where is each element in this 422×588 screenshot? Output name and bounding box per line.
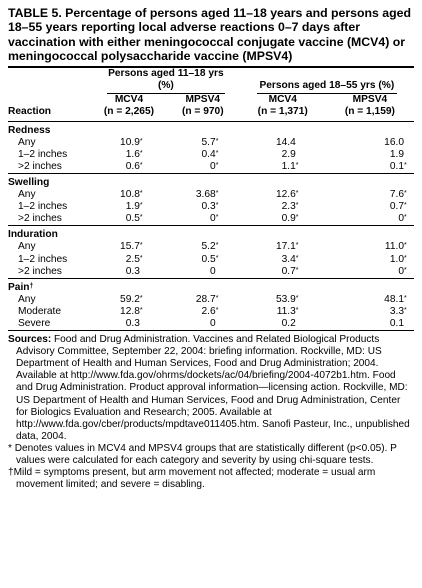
value-cell bbox=[92, 241, 166, 253]
value-number: 0.7 bbox=[281, 265, 296, 277]
significance-note bbox=[8, 443, 414, 467]
value-number: 1.9 bbox=[389, 148, 404, 160]
value-number: 0.5 bbox=[125, 213, 140, 225]
value-cell bbox=[166, 213, 240, 226]
significance-mark: * bbox=[139, 306, 143, 314]
value-cell bbox=[240, 201, 326, 213]
value-number: 1.1 bbox=[281, 160, 296, 172]
value-number: 0.1 bbox=[389, 317, 404, 329]
section-header-row bbox=[8, 279, 414, 294]
value-cell bbox=[326, 137, 414, 149]
value-cell bbox=[166, 254, 240, 266]
significance-mark: * bbox=[215, 137, 219, 145]
section-title bbox=[8, 279, 414, 294]
value-cell bbox=[92, 161, 166, 174]
value-number: 0 bbox=[398, 265, 404, 277]
col-n-2: (n = 970) bbox=[181, 106, 224, 118]
value-number: 28.7 bbox=[195, 293, 216, 305]
value-cell bbox=[92, 306, 166, 318]
value-number: 0 bbox=[210, 265, 216, 277]
row-label: Any bbox=[18, 241, 36, 253]
table-row bbox=[8, 254, 414, 266]
section-footnote-mark: † bbox=[29, 282, 34, 290]
value-number: 10.9 bbox=[120, 136, 140, 148]
significance-mark: * bbox=[295, 214, 299, 222]
significance-mark: * bbox=[139, 149, 143, 157]
value-cell bbox=[326, 318, 414, 330]
significance-mark: * bbox=[139, 190, 143, 198]
pain-definition-note bbox=[8, 467, 414, 491]
significance-text: Denotes values in MCV4 and MPSV4 groups that are statistically different (p<0.05). P values were calculated for each category and severity by using chi-square tests. bbox=[11, 442, 397, 466]
significance-mark: * bbox=[404, 202, 407, 210]
col-name-2: MPSV4 bbox=[185, 94, 221, 106]
row-label: 1–2 inches bbox=[18, 148, 68, 160]
col-n-4: (n = 1,159) bbox=[344, 106, 395, 118]
value-number: 0 bbox=[398, 213, 404, 225]
table-notes bbox=[8, 334, 414, 491]
value-number: 7.6 bbox=[389, 189, 404, 201]
row-label: Moderate bbox=[18, 305, 62, 317]
table-row bbox=[8, 201, 414, 213]
value-number: 11.0 bbox=[384, 241, 404, 253]
significance-mark: * bbox=[295, 202, 299, 210]
significance-mark: * bbox=[215, 214, 219, 222]
group-label-11-18: Persons aged 11–18 yrs (%) bbox=[107, 68, 225, 94]
value-number: 2.9 bbox=[281, 148, 296, 160]
value-number: 10.8 bbox=[120, 189, 140, 201]
reaction-column-header: Reaction bbox=[8, 106, 52, 118]
significance-mark: * bbox=[404, 242, 407, 250]
value-number: 0.3 bbox=[125, 265, 140, 277]
group-header-11-18 bbox=[92, 68, 240, 94]
section-title bbox=[8, 226, 414, 241]
significance-mark: * bbox=[215, 202, 219, 210]
table-row bbox=[8, 161, 414, 174]
value-number: 5.2 bbox=[201, 241, 216, 253]
col-n-1: (n = 2,265) bbox=[103, 106, 155, 118]
value-number: 12.8 bbox=[120, 305, 140, 317]
table-row bbox=[8, 306, 414, 318]
value-number: 15.7 bbox=[120, 241, 140, 253]
value-number: 48.1 bbox=[384, 293, 404, 305]
value-cell bbox=[240, 254, 326, 266]
significance-mark: * bbox=[215, 149, 219, 157]
significance-mark: * bbox=[139, 242, 143, 250]
value-cell bbox=[326, 266, 414, 279]
value-number: 2.6 bbox=[201, 305, 216, 317]
value-cell bbox=[166, 306, 240, 318]
significance-mark: * bbox=[295, 161, 299, 169]
significance-mark: * bbox=[295, 254, 299, 262]
row-label: Any bbox=[18, 293, 36, 305]
row-label: Severe bbox=[18, 317, 51, 329]
star-mark: * bbox=[8, 442, 12, 454]
significance-mark: * bbox=[295, 266, 299, 274]
value-number: 0 bbox=[210, 213, 216, 225]
significance-mark: * bbox=[215, 254, 219, 262]
table-row bbox=[8, 149, 414, 161]
value-cell bbox=[166, 294, 240, 306]
value-cell bbox=[240, 266, 326, 279]
value-cell bbox=[240, 213, 326, 226]
value-number: 3.3 bbox=[389, 305, 404, 317]
significance-mark: * bbox=[139, 161, 143, 169]
header-spacer-2 bbox=[8, 94, 92, 106]
section-name: Redness bbox=[8, 124, 51, 136]
significance-mark: * bbox=[295, 190, 299, 198]
table-row bbox=[8, 241, 414, 253]
significance-mark: * bbox=[139, 214, 143, 222]
value-number: 0.7 bbox=[389, 201, 404, 213]
group-label-18-55: Persons aged 18–55 yrs (%) bbox=[257, 80, 397, 94]
value-number: 0.3 bbox=[125, 317, 140, 329]
dagger-mark: † bbox=[8, 467, 14, 479]
significance-mark: * bbox=[215, 242, 219, 250]
table-title: TABLE 5. Percentage of persons aged 11–18 years and persons aged 18–55 years reporting local adverse reactions 0–7 days after vaccination with either meningococcal conjugate vaccine (MCV4) or meningococcal polysaccharide vaccine (MPSV4) bbox=[8, 6, 411, 63]
value-cell bbox=[326, 189, 414, 201]
value-cell bbox=[166, 149, 240, 161]
value-number: 0.5 bbox=[201, 253, 216, 265]
value-cell bbox=[240, 161, 326, 174]
value-number: 1.0 bbox=[389, 253, 404, 265]
sources-label: Sources: bbox=[8, 334, 52, 346]
col-n-3: (n = 1,371) bbox=[257, 106, 308, 118]
row-label: Any bbox=[18, 189, 36, 201]
col-name-4: MPSV4 bbox=[352, 94, 388, 106]
value-cell bbox=[92, 213, 166, 226]
value-cell bbox=[92, 266, 166, 279]
value-cell bbox=[92, 254, 166, 266]
value-number: 3.68 bbox=[195, 189, 216, 201]
value-cell bbox=[92, 318, 166, 330]
bottom-rule bbox=[8, 330, 414, 331]
value-number: 0 bbox=[210, 317, 216, 329]
value-number: 53.9 bbox=[275, 293, 296, 305]
value-cell bbox=[166, 241, 240, 253]
significance-mark: * bbox=[139, 294, 143, 302]
significance-mark: * bbox=[295, 294, 299, 302]
value-number: 0 bbox=[210, 160, 216, 172]
row-label: >2 inches bbox=[18, 265, 62, 277]
sources-text: Food and Drug Administration. Vaccines and Related Biological Products Advisory Committee, September 22, 2004: briefing information. Rockville, MD: US Department of Health and Human Services, Food and Drug Administration; 2004. Available at http://www.fda.gov/ohrms/dockets/ac/04/briefing/2004-4072b1.htm. Food and Drug Administration. Product approval information—licensing action. Rockville, MD: US Department of Health and Human Services, Food and Drug Administration, Center for Biologics Evaluation and Research; 2005. Available at http://www.fda.gov/cber/products/mpdtave011405.htm. Sanofi Pasteur, Inc., unpublished data, 2004. bbox=[16, 334, 410, 442]
significance-mark: * bbox=[404, 214, 407, 222]
significance-mark: * bbox=[404, 161, 407, 169]
col-name-1: MCV4 bbox=[114, 94, 144, 106]
row-label: 1–2 inches bbox=[18, 201, 68, 213]
value-cell bbox=[166, 266, 240, 279]
value-number: 1.6 bbox=[125, 148, 140, 160]
value-cell bbox=[92, 201, 166, 213]
value-cell bbox=[240, 149, 326, 161]
value-cell bbox=[326, 294, 414, 306]
value-cell bbox=[166, 189, 240, 201]
value-cell bbox=[326, 161, 414, 174]
value-cell bbox=[166, 201, 240, 213]
col-name-3: MCV4 bbox=[268, 94, 297, 106]
value-cell bbox=[240, 294, 326, 306]
value-cell bbox=[92, 137, 166, 149]
table-body bbox=[8, 122, 414, 331]
row-label: 1–2 inches bbox=[18, 253, 68, 265]
value-number: 0.2 bbox=[281, 317, 296, 329]
value-cell bbox=[166, 137, 240, 149]
value-number: 12.6 bbox=[275, 189, 296, 201]
significance-mark: * bbox=[404, 306, 407, 314]
value-number: 11.3 bbox=[276, 305, 296, 317]
group-header-18-55 bbox=[240, 68, 414, 94]
value-cell bbox=[92, 189, 166, 201]
pain-definition-text: Mild = symptoms present, but arm movement not affected; moderate = usual arm movement limited; and severe = disabling. bbox=[13, 467, 376, 491]
sources-note bbox=[8, 334, 414, 443]
significance-mark: * bbox=[404, 294, 407, 302]
value-number: 14.4 bbox=[275, 136, 296, 148]
table-row bbox=[8, 294, 414, 306]
row-label: >2 inches bbox=[18, 213, 62, 225]
value-cell bbox=[92, 149, 166, 161]
value-number: 0.6 bbox=[125, 160, 140, 172]
section-header-row bbox=[8, 174, 414, 189]
significance-mark: * bbox=[404, 190, 407, 198]
significance-mark: * bbox=[215, 306, 219, 314]
table-row bbox=[8, 137, 414, 149]
value-number: 2.3 bbox=[281, 201, 296, 213]
table-row bbox=[8, 318, 414, 330]
section-title bbox=[8, 174, 414, 189]
value-number: 0.9 bbox=[281, 213, 296, 225]
value-cell bbox=[326, 306, 414, 318]
value-cell bbox=[240, 318, 326, 330]
table-row bbox=[8, 189, 414, 201]
section-header-row bbox=[8, 226, 414, 241]
value-number: 0.1 bbox=[389, 160, 404, 172]
header-spacer bbox=[8, 68, 92, 94]
value-cell bbox=[240, 189, 326, 201]
value-cell bbox=[326, 213, 414, 226]
significance-mark: * bbox=[139, 202, 143, 210]
value-cell bbox=[326, 254, 414, 266]
value-number: 5.7 bbox=[201, 136, 216, 148]
value-cell bbox=[326, 149, 414, 161]
section-header-row bbox=[8, 122, 414, 137]
table-row bbox=[8, 213, 414, 226]
row-label: Any bbox=[18, 136, 36, 148]
significance-mark: * bbox=[295, 242, 299, 250]
value-number: 3.4 bbox=[281, 253, 296, 265]
value-cell bbox=[166, 161, 240, 174]
section-title bbox=[8, 122, 414, 137]
significance-mark: * bbox=[139, 137, 143, 145]
significance-mark: * bbox=[139, 254, 143, 262]
value-number: 16.0 bbox=[384, 136, 404, 148]
value-cell bbox=[240, 241, 326, 253]
section-name: Induration bbox=[8, 229, 58, 241]
significance-mark: * bbox=[295, 306, 299, 314]
section-name: Pain bbox=[8, 281, 30, 293]
value-cell bbox=[326, 201, 414, 213]
table-row bbox=[8, 266, 414, 279]
value-cell bbox=[240, 306, 326, 318]
row-label: >2 inches bbox=[18, 160, 62, 172]
adverse-reactions-table bbox=[8, 68, 414, 330]
significance-mark: * bbox=[404, 266, 407, 274]
value-number: 17.1 bbox=[275, 241, 296, 253]
value-cell bbox=[240, 137, 326, 149]
value-number: 59.2 bbox=[120, 293, 140, 305]
value-cell bbox=[326, 241, 414, 253]
value-cell bbox=[92, 294, 166, 306]
value-number: 1.9 bbox=[125, 201, 140, 213]
significance-mark: * bbox=[215, 161, 219, 169]
section-name: Swelling bbox=[8, 176, 50, 188]
value-number: 0.3 bbox=[201, 201, 216, 213]
significance-mark: * bbox=[215, 190, 219, 198]
significance-mark: * bbox=[404, 254, 407, 262]
significance-mark: * bbox=[215, 294, 219, 302]
value-number: 0.4 bbox=[201, 148, 216, 160]
value-number: 2.5 bbox=[125, 253, 140, 265]
value-cell bbox=[166, 318, 240, 330]
